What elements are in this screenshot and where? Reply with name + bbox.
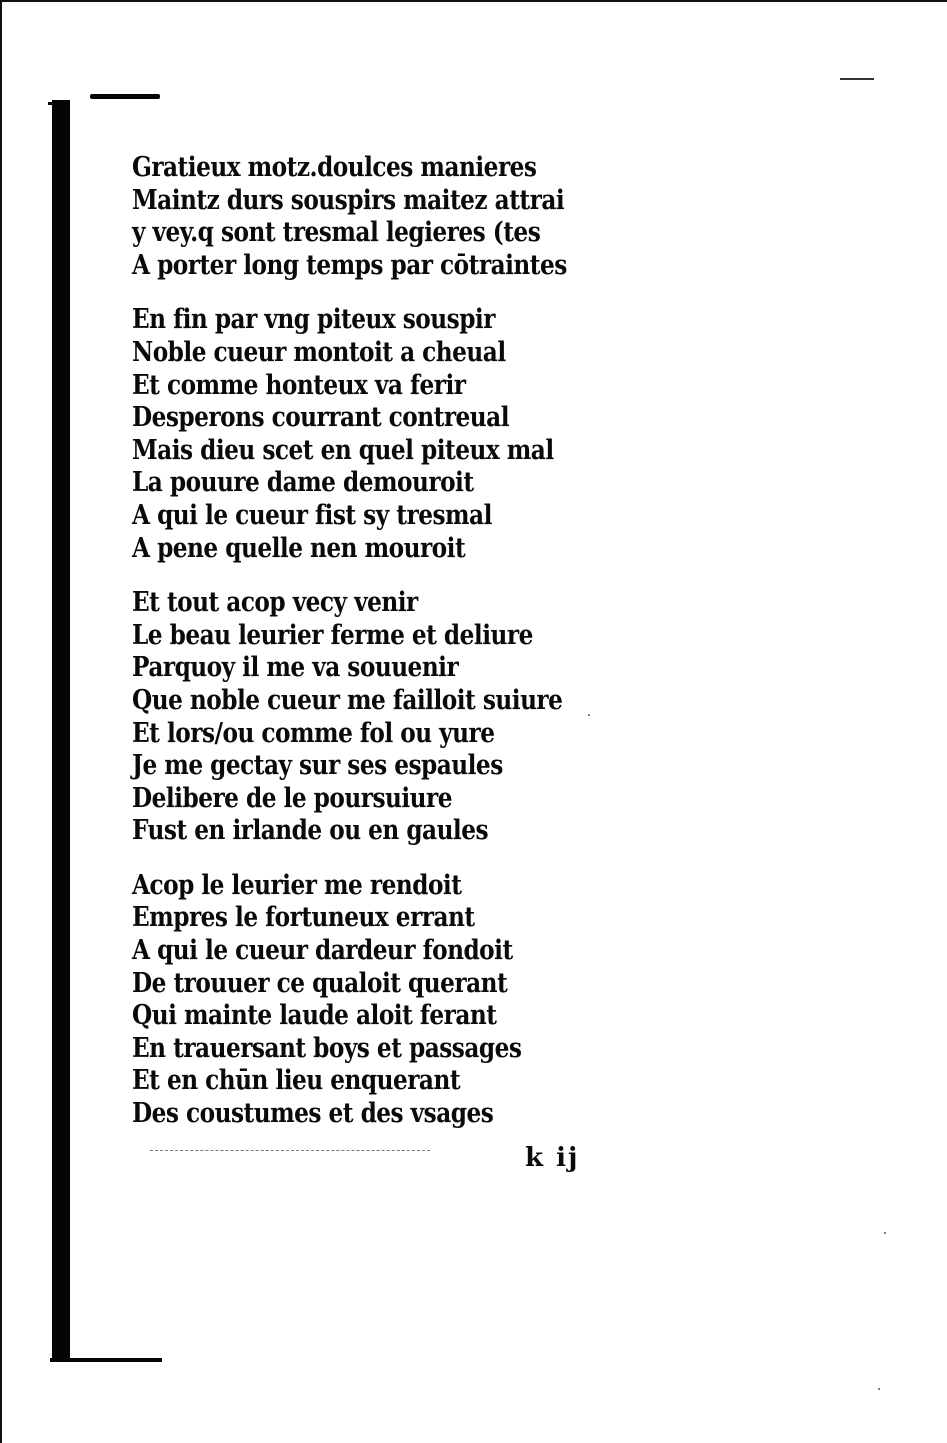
verse-line: Empres le fortuneux errant: [132, 902, 475, 934]
page-edge-left: [0, 0, 2, 1443]
binding-gutter-shadow: [52, 100, 70, 1362]
verse-line: Que noble cueur me failloit suiure: [132, 684, 563, 716]
verse-line: Delibere de le poursuiure: [132, 782, 453, 814]
gutter-bottom-mark: [50, 1358, 162, 1362]
verse-line: Le beau leurier ferme et deliure: [132, 619, 533, 651]
verse-line: Parquoy il me va souuenir: [132, 652, 459, 684]
verse-line: y vey.q sont tresmal legieres (tes: [132, 217, 541, 249]
poem-text-block: [132, 152, 602, 1153]
verse-line: Fust en irlande ou en gaules: [132, 815, 489, 847]
verse-line: A qui le cueur fist sy tresmal: [132, 499, 492, 531]
verse-line: Et en chūn lieu enquerant: [132, 1065, 461, 1097]
stanza-1: [132, 152, 602, 282]
verse-line: Je me gectay sur ses espaules: [132, 750, 503, 782]
corner-mark: [840, 78, 874, 80]
verse-line: A porter long temps par cōtraintes: [132, 249, 567, 281]
verse-line: La pouure dame demouroit: [132, 467, 474, 499]
underline-rule: [150, 1150, 430, 1151]
gutter-tick-mark: [48, 102, 62, 105]
verse-line: Et comme honteux va ferir: [132, 369, 466, 401]
page-edge-top: [0, 0, 947, 2]
verse-line: Et lors/ou comme fol ou yure: [132, 717, 495, 749]
gutter-top-mark: [90, 94, 160, 99]
signature-mark: k ij: [525, 1143, 580, 1173]
verse-line: A qui le cueur dardeur fondoit: [132, 935, 513, 967]
verse-line: Acop le leurier me rendoit: [132, 869, 462, 901]
stanza-4: [132, 870, 602, 1131]
verse-line: Et tout acop vecy venir: [132, 587, 418, 619]
stanza-2: [132, 304, 602, 565]
scan-speck: [884, 1232, 886, 1234]
scan-speck: [878, 1388, 880, 1390]
verse-line: Qui mainte laude aloit ferant: [132, 1000, 497, 1032]
verse-line: Noble cueur montoit a cheual: [132, 336, 506, 368]
verse-line: Mais dieu scet en quel piteux mal: [132, 434, 554, 466]
stanza-3: [132, 587, 602, 848]
verse-line: En fin par vng piteux souspir: [132, 304, 495, 336]
verse-line: Gratieux motz.doulces manieres: [132, 152, 537, 183]
verse-line: Maintz durs souspirs maitez attrai: [132, 184, 565, 216]
verse-line: En trauersant boys et passages: [132, 1032, 522, 1064]
verse-line: A pene quelle nen mouroit: [132, 532, 466, 564]
verse-line: De trouuer ce qualoit querant: [132, 967, 508, 999]
verse-line: Des coustumes et des vsages: [132, 1098, 494, 1130]
verse-line: Desperons courrant contreual: [132, 402, 510, 434]
